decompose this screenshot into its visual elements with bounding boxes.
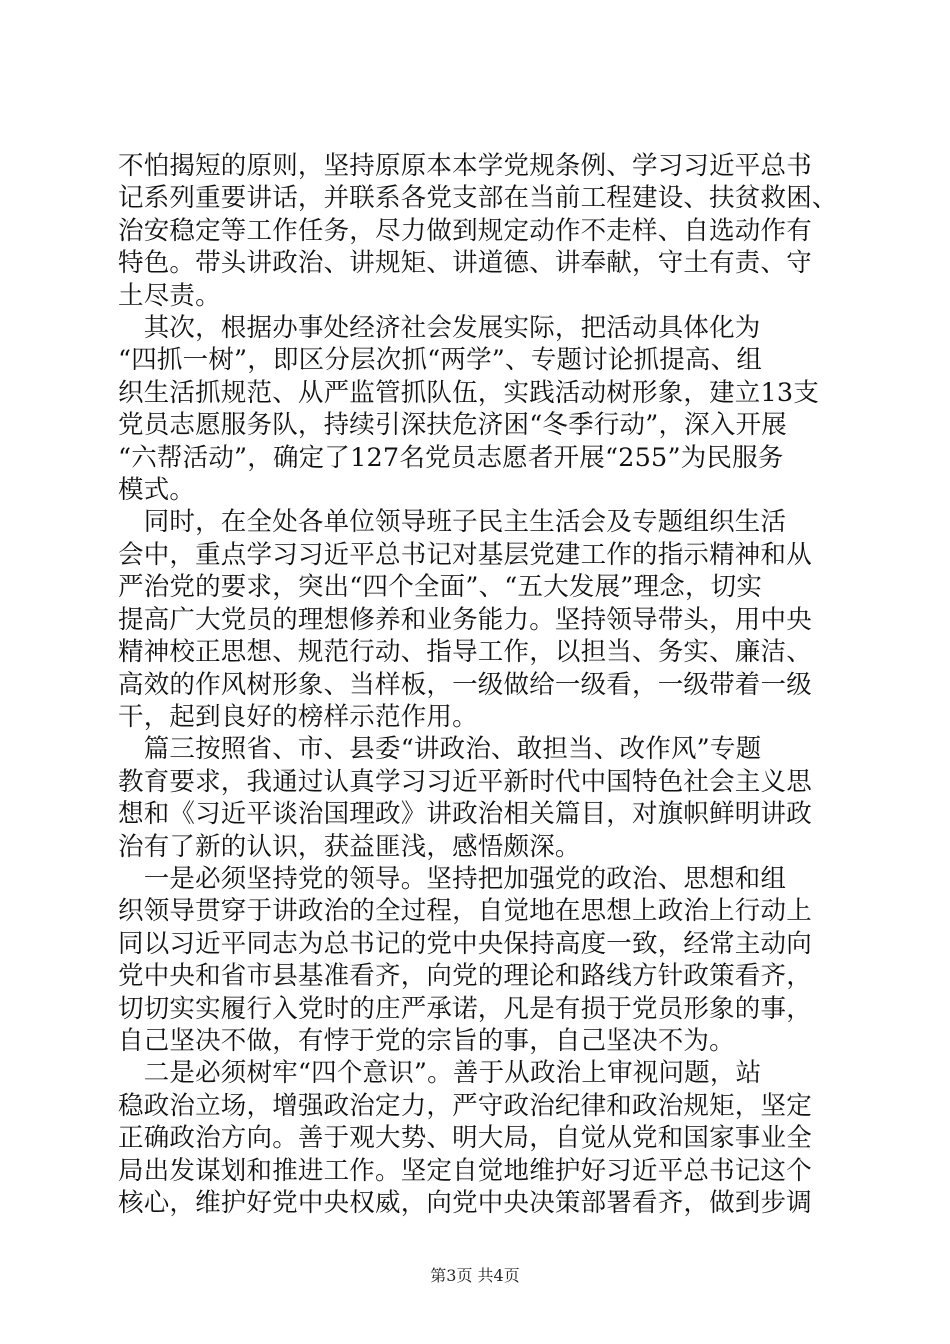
text-line: 记系列重要讲话，并联系各党支部在当前工程建设、扶贫救困、 bbox=[118, 183, 838, 214]
text-line: 治有了新的认识，获益匪浅，感悟颇深。 bbox=[118, 831, 581, 862]
text-line: 想和《习近平谈治国理政》讲政治相关篇目，对旗帜鲜明讲政 bbox=[118, 799, 812, 830]
text-line: 干，起到良好的榜样示范作用。 bbox=[118, 701, 478, 732]
text-line: 特色。带头讲政治、讲规矩、讲道德、讲奉献，守土有责、守 bbox=[118, 248, 812, 279]
paragraph bbox=[118, 1057, 838, 1219]
text-line: 织生活抓规范、从严监管抓队伍，实践活动树形象，建立13支 bbox=[118, 377, 820, 408]
text-line: 土尽责。 bbox=[118, 280, 221, 311]
text-line: 同以习近平同志为总书记的党中央保持高度一致，经常主动向 bbox=[118, 928, 812, 959]
paragraph bbox=[118, 150, 838, 312]
text-line: 不怕揭短的原则，坚持原原本本学党规条例、学习习近平总书 bbox=[118, 151, 812, 181]
text-line: 党中央和省市县基准看齐，向党的理论和路线方针政策看齐， bbox=[118, 961, 812, 992]
text-line: 一是必须坚持党的领导。坚持把加强党的政治、思想和组 bbox=[118, 863, 787, 894]
text-line: 高效的作风树形象、当样板，一级做给一级看，一级带着一级 bbox=[118, 669, 812, 700]
text-line: 稳政治立场，增强政治定力，严守政治纪律和政治规矩，坚定 bbox=[118, 1090, 812, 1121]
text-line: 二是必须树牢“四个意识”。善于从政治上审视问题，站 bbox=[118, 1058, 762, 1089]
text-line: 教育要求，我通过认真学习习近平新时代中国特色社会主义思 bbox=[118, 766, 812, 797]
text-line: 会中，重点学习习近平总书记对基层党建工作的指示精神和从 bbox=[118, 539, 812, 570]
text-line: “六帮活动”，确定了127名党员志愿者开展“255”为民服务 bbox=[118, 442, 784, 473]
page-footer: 第3页 共4页 bbox=[430, 1266, 520, 1285]
text-line: 局出发谋划和推进工作。坚定自觉地维护好习近平总书记这个 bbox=[118, 1155, 812, 1186]
text-line: 严治党的要求，突出“四个全面”、“五大发展”理念，切实 bbox=[118, 572, 763, 603]
paragraph bbox=[118, 733, 838, 863]
text-line: 模式。 bbox=[118, 475, 196, 506]
text-line: 精神校正思想、规范行动、指导工作，以担当、务实、廉洁、 bbox=[118, 637, 812, 668]
text-line: 党员志愿服务队，持续引深扶危济困“冬季行动”，深入开展 bbox=[118, 410, 787, 441]
text-line: 正确政治方向。善于观大势、明大局，自觉从党和国家事业全 bbox=[118, 1123, 812, 1154]
text-line: 同时，在全处各单位领导班子民主生活会及专题组织生活 bbox=[118, 507, 787, 538]
text-line: 自己坚决不做，有悖于党的宗旨的事，自己坚决不为。 bbox=[118, 1025, 735, 1056]
text-line: 其次，根据办事处经济社会发展实际，把活动具体化为 bbox=[118, 313, 761, 344]
text-line: 提高广大党员的理想修养和业务能力。坚持领导带头，用中央 bbox=[118, 604, 812, 635]
paragraph bbox=[118, 863, 838, 1057]
document-body bbox=[118, 150, 838, 1219]
text-line: 篇三按照省、市、县委“讲政治、敢担当、改作风”专题 bbox=[118, 734, 762, 765]
text-line: 核心，维护好党中央权威，向党中央决策部署看齐，做到步调 bbox=[118, 1188, 812, 1218]
text-line: 织领导贯穿于讲政治的全过程，自觉地在思想上政治上行动上 bbox=[118, 896, 812, 927]
text-line: 切切实实履行入党时的庄严承诺，凡是有损于党员形象的事， bbox=[118, 993, 812, 1024]
text-line: 治安稳定等工作任务，尽力做到规定动作不走样、自选动作有 bbox=[118, 215, 812, 246]
paragraph bbox=[118, 506, 838, 733]
paragraph bbox=[118, 312, 838, 506]
text-line: “四抓一树”，即区分层次抓“两学”、专题讨论抓提高、组 bbox=[118, 345, 763, 376]
